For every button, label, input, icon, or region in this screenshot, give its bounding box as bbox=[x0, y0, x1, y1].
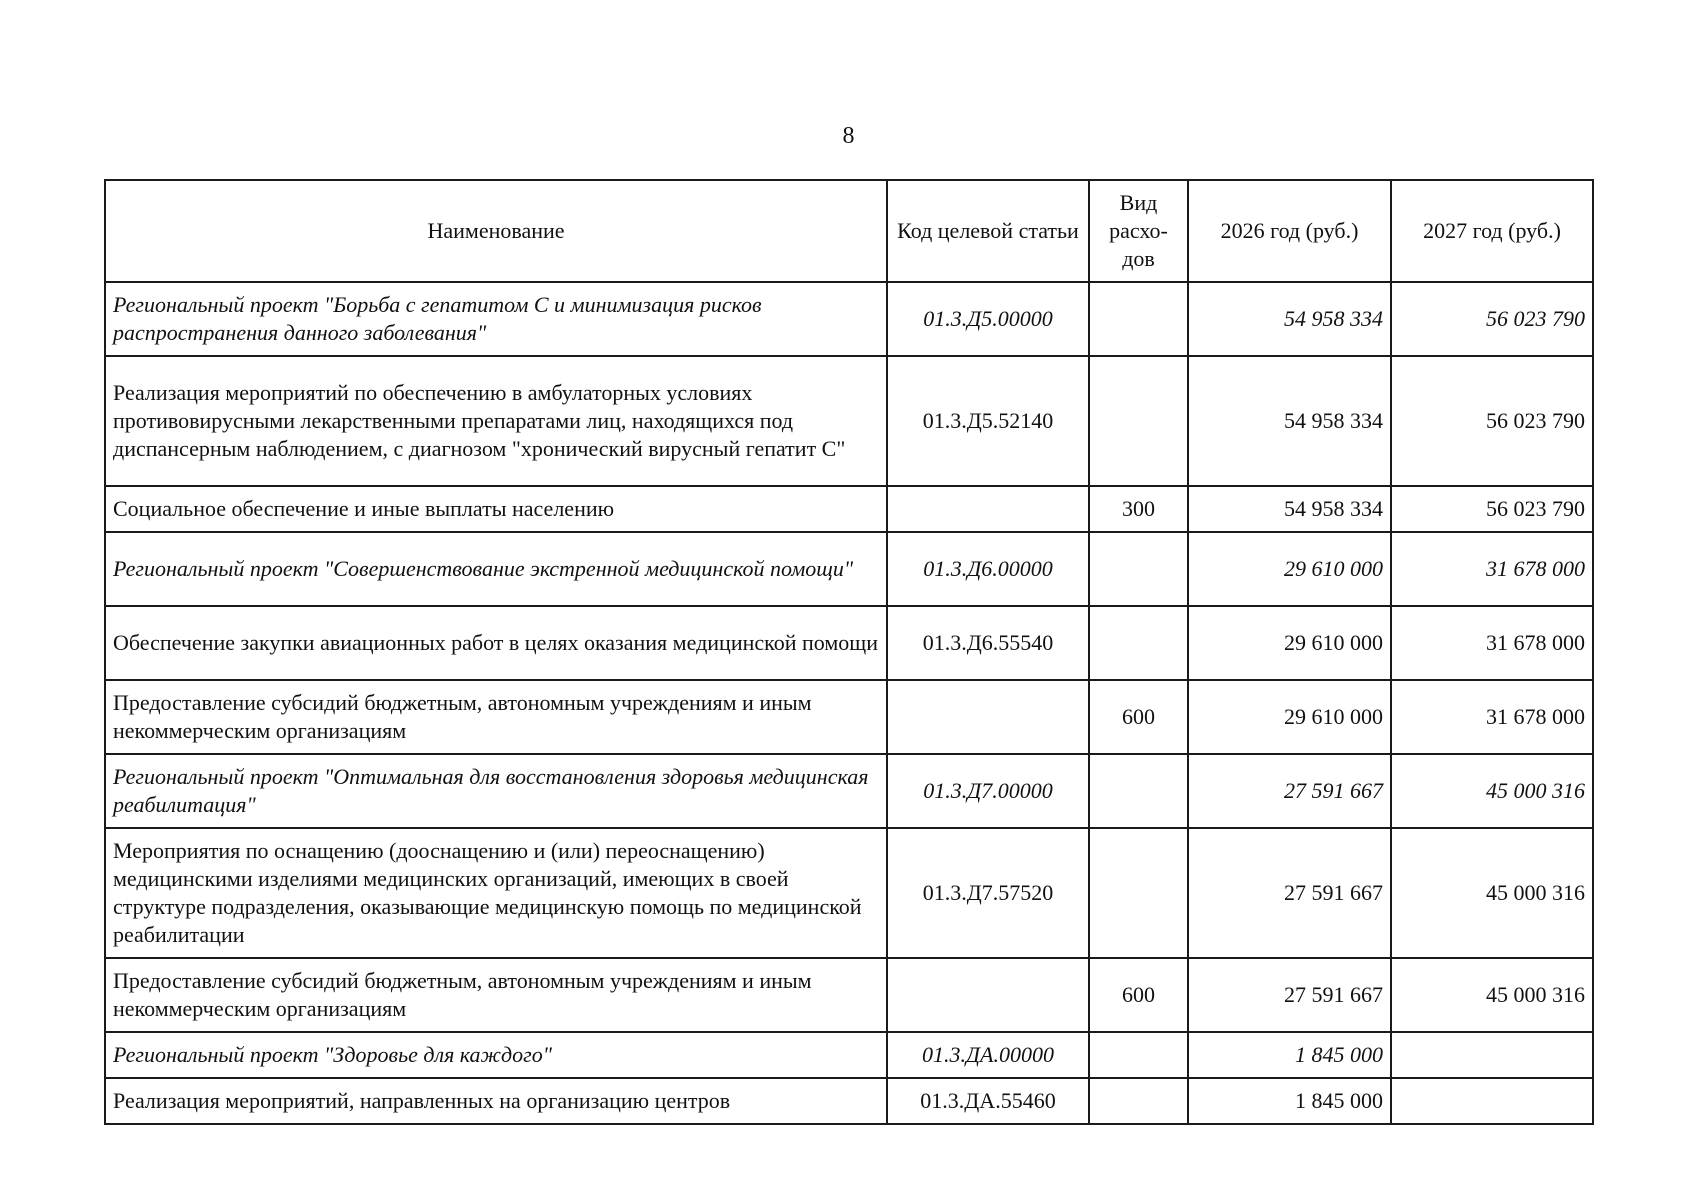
row-vid: 600 bbox=[1089, 680, 1188, 754]
row-code bbox=[887, 486, 1089, 532]
row-2027: 31 678 000 bbox=[1391, 532, 1593, 606]
row-2027: 45 000 316 bbox=[1391, 958, 1593, 1032]
table-row bbox=[105, 606, 1593, 680]
row-2026: 27 591 667 bbox=[1188, 958, 1391, 1032]
row-vid bbox=[1089, 606, 1188, 680]
row-2026: 1 845 000 bbox=[1188, 1078, 1391, 1124]
row-vid bbox=[1089, 532, 1188, 606]
row-2026: 1 845 000 bbox=[1188, 1032, 1391, 1078]
row-code: 01.3.ДА.00000 bbox=[887, 1032, 1089, 1078]
row-code: 01.3.Д6.55540 bbox=[887, 606, 1089, 680]
row-name: Социальное обеспечение и иные выплаты населению bbox=[105, 486, 887, 532]
header-vid: Вид расхо-дов bbox=[1089, 180, 1188, 282]
header-name: Наименование bbox=[105, 180, 887, 282]
table-row bbox=[105, 532, 1593, 606]
row-2026: 27 591 667 bbox=[1188, 828, 1391, 958]
table-row bbox=[105, 1032, 1593, 1078]
row-2027: 45 000 316 bbox=[1391, 828, 1593, 958]
row-code: 01.3.Д7.57520 bbox=[887, 828, 1089, 958]
row-2027: 31 678 000 bbox=[1391, 606, 1593, 680]
header-code: Код целевой статьи bbox=[887, 180, 1089, 282]
row-vid bbox=[1089, 1032, 1188, 1078]
row-code: 01.3.ДА.55460 bbox=[887, 1078, 1089, 1124]
table-row bbox=[105, 486, 1593, 532]
row-name: Предоставление субсидий бюджетным, автономным учреждениям и иным некоммерческим организациям bbox=[105, 958, 887, 1032]
row-vid: 300 bbox=[1089, 486, 1188, 532]
table-row bbox=[105, 282, 1593, 356]
row-name: Региональный проект "Совершенствование экстренной медицинской помощи" bbox=[105, 532, 887, 606]
table-row bbox=[105, 356, 1593, 486]
row-name: Региональный проект "Здоровье для каждого" bbox=[105, 1032, 887, 1078]
table-row bbox=[105, 1078, 1593, 1124]
row-vid bbox=[1089, 828, 1188, 958]
row-name: Мероприятия по оснащению (дооснащению и (или) переоснащению) медицинскими изделиями медицинских организаций, имеющих в своей структуре подразделения, оказывающие медицинскую помощь по медицинской реабилитации bbox=[105, 828, 887, 958]
row-name: Региональный проект "Оптимальная для восстановления здоровья медицинская реабилитация" bbox=[105, 754, 887, 828]
row-name: Реализация мероприятий, направленных на организацию центров bbox=[105, 1078, 887, 1124]
header-row bbox=[105, 180, 1593, 282]
row-code: 01.3.Д7.00000 bbox=[887, 754, 1089, 828]
row-2027: 56 023 790 bbox=[1391, 486, 1593, 532]
row-2027 bbox=[1391, 1078, 1593, 1124]
row-2027: 56 023 790 bbox=[1391, 356, 1593, 486]
row-code: 01.3.Д5.52140 bbox=[887, 356, 1089, 486]
row-name: Обеспечение закупки авиационных работ в целях оказания медицинской помощи bbox=[105, 606, 887, 680]
row-name: Предоставление субсидий бюджетным, автономным учреждениям и иным некоммерческим организациям bbox=[105, 680, 887, 754]
row-vid bbox=[1089, 754, 1188, 828]
table-row bbox=[105, 958, 1593, 1032]
row-vid bbox=[1089, 282, 1188, 356]
row-2027 bbox=[1391, 1032, 1593, 1078]
row-2026: 54 958 334 bbox=[1188, 486, 1391, 532]
table-row bbox=[105, 680, 1593, 754]
row-2026: 29 610 000 bbox=[1188, 532, 1391, 606]
row-2027: 56 023 790 bbox=[1391, 282, 1593, 356]
row-2026: 29 610 000 bbox=[1188, 606, 1391, 680]
row-code: 01.3.Д6.00000 bbox=[887, 532, 1089, 606]
table-row bbox=[105, 754, 1593, 828]
page-number: 8 bbox=[842, 123, 855, 149]
row-2026: 54 958 334 bbox=[1188, 356, 1391, 486]
row-name: Региональный проект "Борьба с гепатитом С и минимизация рисков распространения данного заболевания" bbox=[105, 282, 887, 356]
row-code: 01.3.Д5.00000 bbox=[887, 282, 1089, 356]
table-row bbox=[105, 828, 1593, 958]
row-code bbox=[887, 958, 1089, 1032]
row-vid: 600 bbox=[1089, 958, 1188, 1032]
header-2027: 2027 год (руб.) bbox=[1391, 180, 1593, 282]
row-code bbox=[887, 680, 1089, 754]
row-2026: 29 610 000 bbox=[1188, 680, 1391, 754]
row-vid bbox=[1089, 1078, 1188, 1124]
header-2026: 2026 год (руб.) bbox=[1188, 180, 1391, 282]
row-2026: 27 591 667 bbox=[1188, 754, 1391, 828]
row-vid bbox=[1089, 356, 1188, 486]
row-2027: 31 678 000 bbox=[1391, 680, 1593, 754]
row-2026: 54 958 334 bbox=[1188, 282, 1391, 356]
budget-table bbox=[104, 179, 1594, 1125]
row-name: Реализация мероприятий по обеспечению в амбулаторных условиях противовирусными лекарственными препаратами лиц, находящихся под диспансерным наблюдением, с диагнозом "хронический вирусный гепатит С" bbox=[105, 356, 887, 486]
row-2027: 45 000 316 bbox=[1391, 754, 1593, 828]
